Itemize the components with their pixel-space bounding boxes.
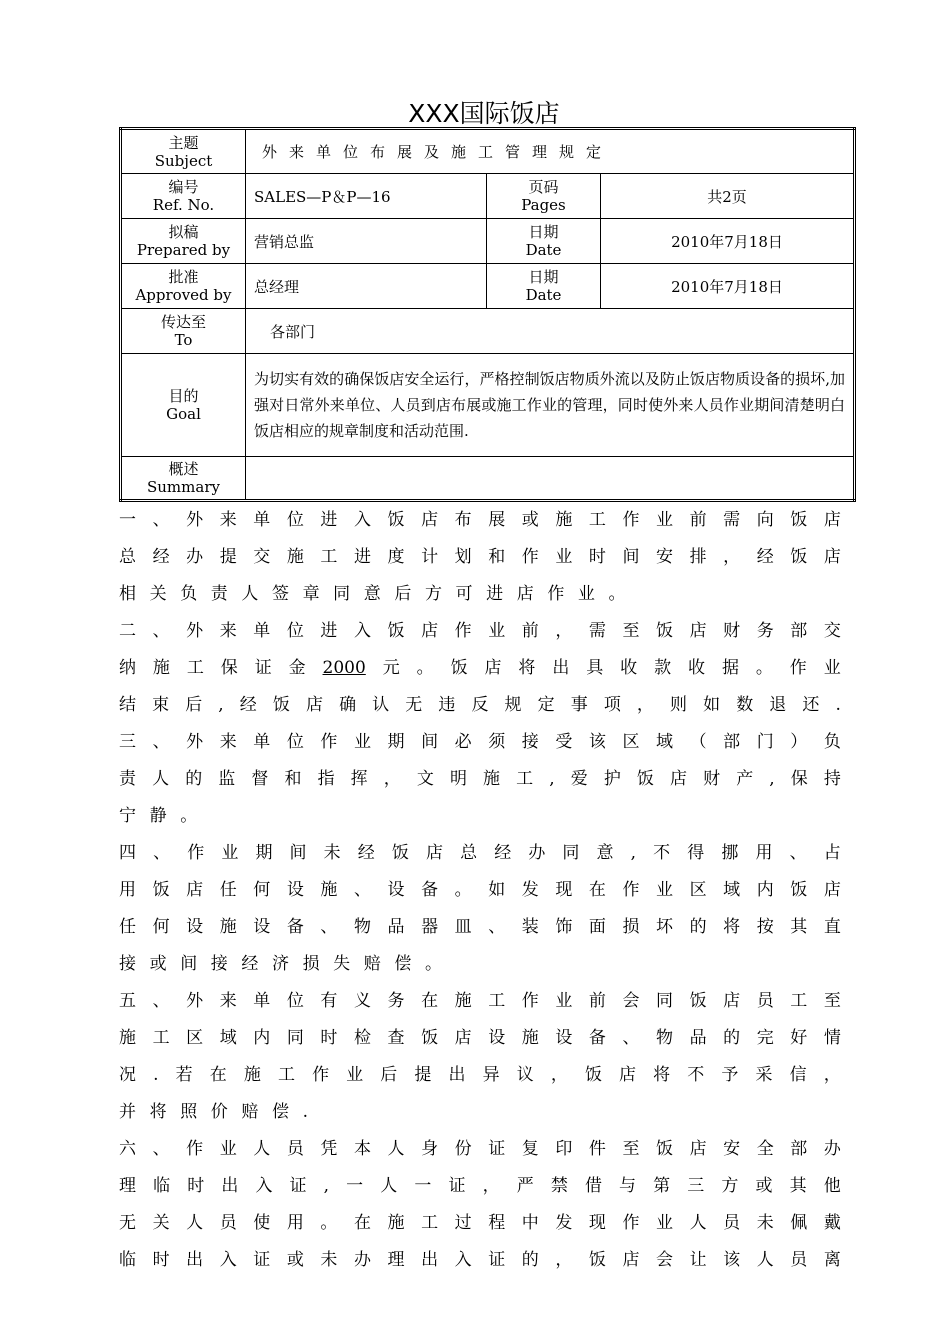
to-row	[121, 309, 855, 354]
approved-label: 批准 Approved by	[121, 264, 246, 309]
date-label: 日期 Date	[487, 219, 601, 264]
to-value: 各部门	[246, 309, 855, 354]
body-line: 况 . 若 在 施 工 作 业 后 提 出 异 议 ， 饭 店 将 不 予 采 信 ，	[119, 1065, 841, 1085]
goal-row	[121, 354, 855, 457]
prepared-row	[121, 219, 855, 264]
body-line: 任 何 设 施 设 备 、 物 品 器 皿 、 装 饰 面 损 坏 的 将 按 其 直	[119, 917, 841, 937]
body-line: 四 、 作 业 期 间 未 经 饭 店 总 经 办 同 意 , 不 得 挪 用 、 占	[119, 843, 841, 863]
body-line: 宁 静 。	[119, 806, 198, 826]
to-label: 传达至 To	[121, 309, 246, 354]
date-label: 日期 Date	[487, 264, 601, 309]
body-line: 一 、 外 来 单 位 进 入 饭 店 布 展 或 施 工 作 业 前 需 向 饭 店	[119, 510, 841, 530]
regulation-body	[119, 502, 841, 1279]
body-line: 三 、 外 来 单 位 作 业 期 间 必 须 接 受 该 区 域 （ 部 门 ） 负	[119, 732, 841, 752]
body-line: 临 时 出 入 证 或 未 办 理 出 入 证 的 ， 饭 店 会 让 该 人 员 离	[119, 1250, 841, 1270]
body-line: 五 、 外 来 单 位 有 义 务 在 施 工 作 业 前 会 同 饭 店 员 工 至	[119, 991, 841, 1011]
document-title: XXX国际饭店	[408, 99, 560, 128]
ref-row	[121, 174, 855, 219]
summary-label: 概述 Summary	[121, 457, 246, 501]
body-line: 二 、 外 来 单 位 进 入 饭 店 作 业 前 ， 需 至 饭 店 财 务 部 交	[119, 621, 841, 641]
body-line: 责 人 的 监 督 和 指 挥 ， 文 明 施 工 , 爱 护 饭 店 财 产 , 保 持	[119, 769, 841, 789]
body-line: 结 束 后 , 经 饭 店 确 认 无 违 反 规 定 事 项 ， 则 如 数 退 还 .	[119, 695, 841, 715]
summary-row	[121, 457, 855, 501]
goal-label: 目的 Goal	[121, 354, 246, 457]
goal-value: 为切实有效的确保饭店安全运行，严格控制饭店物质外流以及防止饭店物质设备的损坏,加强对日常外来单位、人员到店布展或施工作业的管理，同时使外来人员作业期间清楚明白饭店相应的规章制度和活动范围.	[246, 354, 855, 457]
subject-value: 外来单位布展及施工管理规定	[246, 129, 855, 174]
body-line: 接 或 间 接 经 济 损 失 赔 偿 。	[119, 954, 442, 974]
prepared-label: 拟稿 Prepared by	[121, 219, 246, 264]
summary-value	[246, 457, 855, 501]
pages-label: 页码 Pages	[487, 174, 601, 219]
body-line: 纳 施 工 保 证 金 2000 元 。 饭 店 将 出 具 收 款 收 据 。 作 业	[119, 658, 841, 678]
pages-value: 共2页	[601, 174, 855, 219]
body-line: 施 工 区 域 内 同 时 检 查 饭 店 设 施 设 备 、 物 品 的 完 好 情	[119, 1028, 841, 1048]
body-line: 用 饭 店 任 何 设 施 、 设 备 。 如 发 现 在 作 业 区 域 内 饭 店	[119, 880, 841, 900]
subject-label: 主题 Subject	[121, 129, 246, 174]
prepared-date-value: 2010年7月18日	[601, 219, 855, 264]
ref-value: SALES—P＆P—16	[246, 174, 487, 219]
body-line: 并 将 照 价 赔 偿 .	[119, 1102, 308, 1122]
approved-value: 总经理	[246, 264, 487, 309]
approved-row	[121, 264, 855, 309]
body-line: 总 经 办 提 交 施 工 进 度 计 划 和 作 业 时 间 安 排 ， 经 饭 店	[119, 547, 841, 567]
body-line: 六 、 作 业 人 员 凭 本 人 身 份 证 复 印 件 至 饭 店 安 全 部 办	[119, 1139, 841, 1159]
body-line: 无 关 人 员 使 用 。 在 施 工 过 程 中 发 现 作 业 人 员 未 佩 戴	[119, 1213, 841, 1233]
prepared-value: 营销总监	[246, 219, 487, 264]
header-table	[119, 127, 856, 502]
body-line: 相 关 负 责 人 签 章 同 意 后 方 可 进 店 作 业 。	[119, 584, 626, 604]
subject-row	[121, 129, 855, 174]
body-line: 理 临 时 出 入 证 , 一 人 一 证 ， 严 禁 借 与 第 三 方 或 其 他	[119, 1176, 841, 1196]
approved-date-value: 2010年7月18日	[601, 264, 855, 309]
ref-label: 编号 Ref. No.	[121, 174, 246, 219]
